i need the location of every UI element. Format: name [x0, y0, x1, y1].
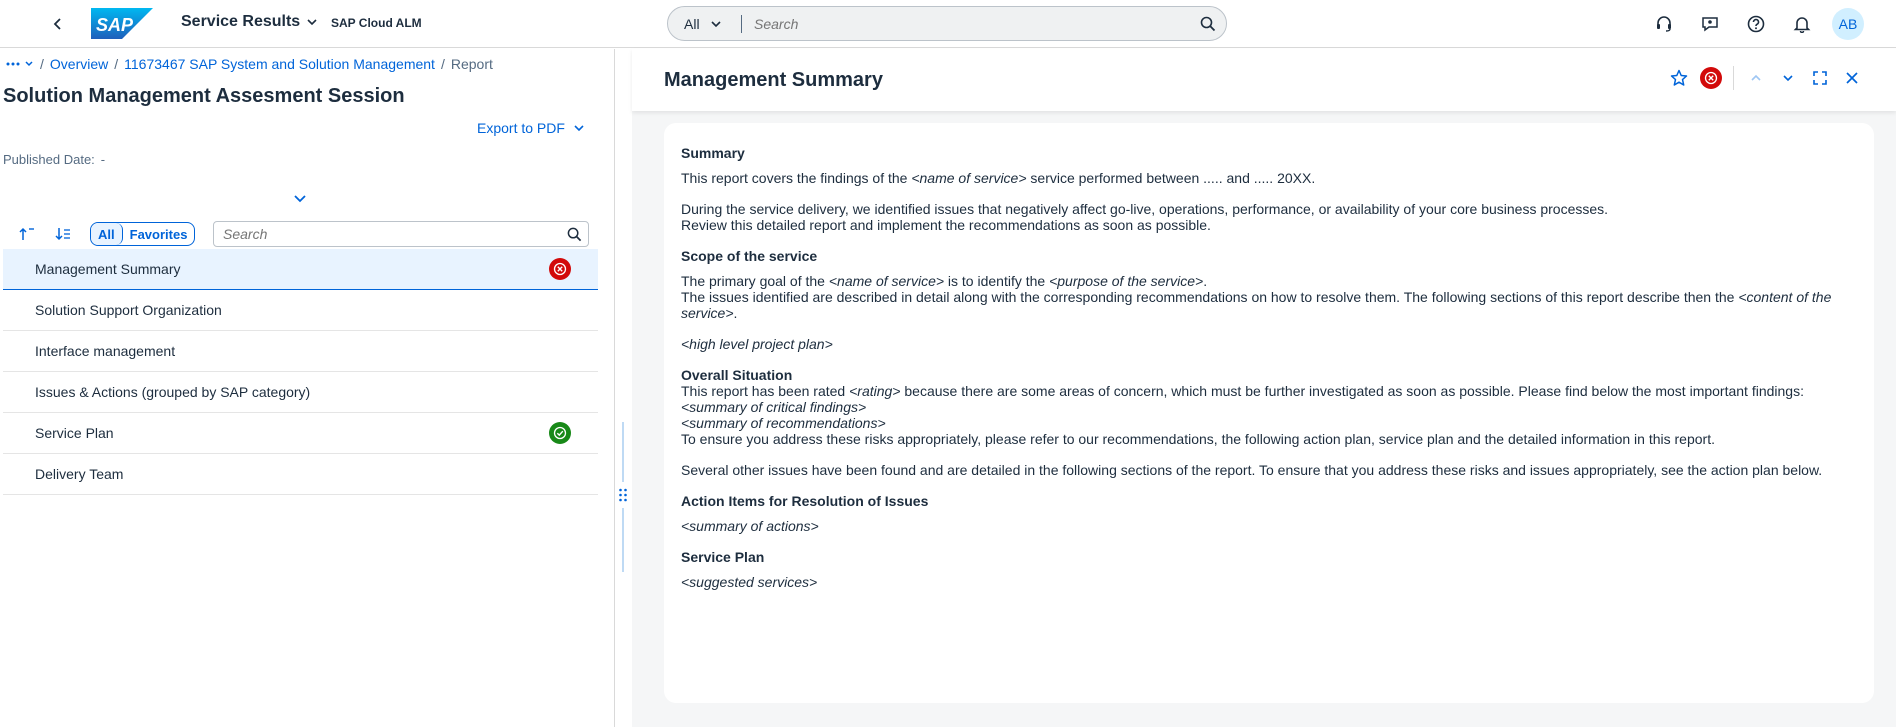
actions-separator [1733, 66, 1734, 90]
breadcrumb-separator: / [440, 56, 445, 72]
error-status-icon [1699, 66, 1723, 90]
detail-actions [1667, 66, 1864, 90]
list-item-label: Interface management [35, 343, 176, 359]
error-status-icon [549, 258, 571, 280]
headset-icon[interactable] [1648, 8, 1680, 40]
bell-icon[interactable] [1786, 8, 1818, 40]
list-item-label: Service Plan [35, 425, 114, 441]
list-item-label: Management Summary [35, 261, 181, 277]
chevron-down-icon [292, 190, 308, 206]
scope-heading: Scope of the service [681, 248, 818, 264]
sap-logo[interactable] [91, 8, 153, 39]
list-item-label: Issues & Actions (grouped by SAP category) [35, 384, 311, 400]
sort-descending-icon[interactable] [50, 221, 76, 247]
detail-pane [632, 49, 1896, 727]
more-breadcrumb-button[interactable] [6, 59, 34, 69]
published-date [3, 152, 105, 167]
list-item-service-plan[interactable] [3, 413, 598, 454]
feedback-icon[interactable] [1694, 8, 1726, 40]
scope-project-plan: <high level project plan> [681, 336, 833, 352]
list-search [213, 221, 589, 247]
export-pdf-button[interactable] [477, 120, 585, 136]
breadcrumb-separator: / [114, 56, 119, 72]
success-status-icon [549, 422, 571, 444]
shell-bar [0, 0, 1896, 48]
list-item-interface-management[interactable] [3, 331, 598, 372]
overflow-icon [6, 61, 22, 67]
breadcrumb-separator: / [40, 56, 44, 72]
user-avatar[interactable] [1832, 8, 1864, 40]
sort-ascending-icon[interactable] [14, 221, 40, 247]
close-icon[interactable] [1840, 66, 1864, 90]
star-icon[interactable] [1667, 66, 1691, 90]
action-items-heading: Action Items for Resolution of Issues [681, 493, 929, 509]
search-icon[interactable] [560, 227, 588, 242]
page-title: Solution Management Assesment Session [3, 85, 405, 107]
pane-divider [614, 49, 615, 727]
overall-paragraph-1: This report has been rated <rating> because there are some areas of concern, which must be further investigated as soon as possible. Please find below the most important findings: <summary of critical findings> <summary of recommendations> To ensure you address these risks appropriately, please refer to our recommendations, the following action plan, service plan and the detailed information in this report. [681, 383, 1804, 447]
list-search-input[interactable] [214, 226, 560, 242]
global-search [667, 6, 1227, 41]
section-list [3, 249, 598, 495]
breadcrumb-project[interactable]: 11673467 SAP System and Solution Management [124, 56, 435, 72]
app-title: Service Results [181, 13, 301, 30]
back-button[interactable] [46, 12, 70, 36]
filter-segmented-button [90, 222, 195, 246]
list-item-label: Solution Support Organization [35, 302, 222, 318]
published-date-label: Published Date: [3, 152, 95, 167]
expand-header-button[interactable] [292, 190, 308, 206]
summary-paragraph-1: This report covers the findings of the <name of service> service performed between ..... and ..... 20XX. [681, 170, 1316, 186]
detail-header [632, 49, 1896, 111]
list-item-issues-actions[interactable] [3, 372, 598, 413]
chevron-down-icon [306, 16, 318, 28]
fullscreen-icon[interactable] [1808, 66, 1832, 90]
search-icon[interactable] [1190, 16, 1226, 32]
summary-paragraph-2: During the service delivery, we identified issues that negatively affect go-live, operations, performance, or availability of your core business processes. Review this detailed report and implement the recommendations as soon as possible. [681, 201, 1609, 233]
list-item-solution-support-organization[interactable] [3, 290, 598, 331]
filter-all-button[interactable]: All [91, 223, 123, 245]
scope-paragraph: The primary goal of the <name of service> is to identify the <purpose of the service>. The issues identified are described in detail along with the corresponding recommendations on how to resolve them. The following sections of this report describe then the <content of the service>. [681, 273, 1832, 321]
list-item-delivery-team[interactable] [3, 454, 598, 495]
list-toolbar [14, 221, 195, 247]
action-items-text: <summary of actions> [681, 518, 819, 534]
breadcrumb-overview[interactable]: Overview [49, 56, 109, 72]
chevron-down-icon [573, 122, 585, 134]
app-subtitle: SAP Cloud ALM [331, 16, 422, 30]
chevron-down-icon [710, 18, 722, 30]
avatar-initials: AB [1838, 16, 1858, 32]
resize-grip-icon[interactable] [617, 422, 629, 572]
chevron-down-icon [24, 59, 34, 69]
breadcrumb-current: Report [450, 56, 493, 72]
detail-title: Management Summary [664, 69, 883, 91]
chevron-up-icon[interactable] [1744, 66, 1768, 90]
service-plan-text: <suggested services> [681, 574, 818, 590]
search-scope-value: All [684, 15, 700, 32]
service-plan-heading: Service Plan [681, 549, 765, 565]
published-date-value: - [100, 152, 106, 167]
left-pane [0, 49, 614, 727]
summary-heading: Summary [681, 145, 745, 161]
help-icon[interactable] [1740, 8, 1772, 40]
list-item-label: Delivery Team [35, 466, 124, 482]
overall-heading: Overall Situation [681, 367, 793, 383]
breadcrumb [6, 56, 493, 72]
overall-paragraph-2: Several other issues have been found and are detailed in the following sections of the report. To ensure that you address these risks and issues appropriately, see the action plan below. [681, 462, 1823, 478]
app-title-menu[interactable] [181, 13, 318, 31]
chevron-left-icon [52, 18, 64, 30]
search-scope-select[interactable] [668, 15, 742, 33]
list-item-management-summary[interactable] [3, 249, 598, 290]
svg-text:SAP: SAP [96, 15, 134, 35]
report-content-card [664, 123, 1874, 703]
chevron-down-icon[interactable] [1776, 66, 1800, 90]
export-pdf-label: Export to PDF [477, 120, 565, 136]
shell-actions [1648, 8, 1864, 40]
global-search-input[interactable] [742, 16, 1190, 32]
filter-favorites-button[interactable]: Favorites [129, 226, 188, 242]
